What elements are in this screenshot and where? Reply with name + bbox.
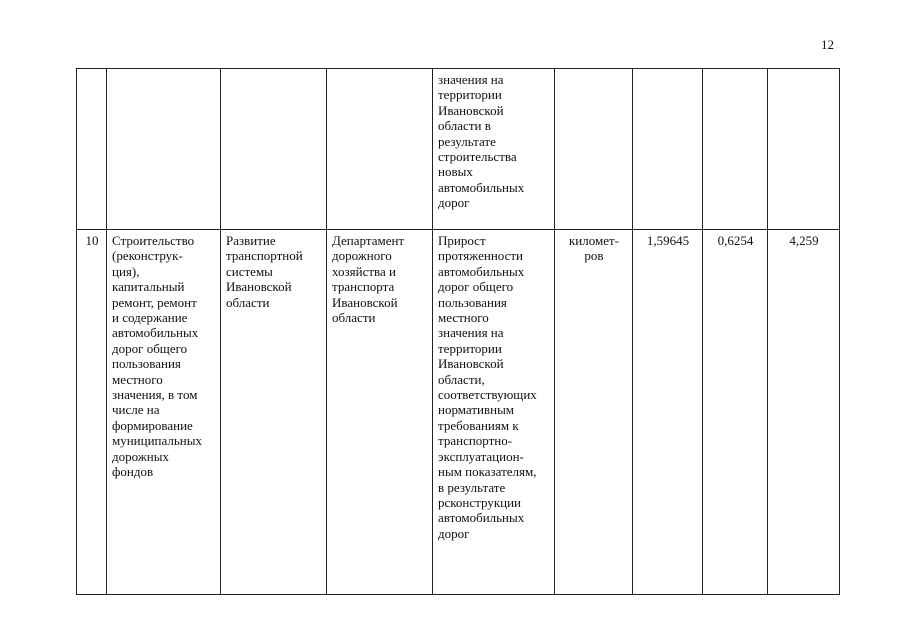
indicator-cell: значения на территории Ивановской области в результате строительства новых автомобильных дорог	[433, 69, 555, 230]
table-row	[77, 230, 840, 595]
value2-cell	[703, 69, 768, 230]
table-row	[77, 69, 840, 230]
value1-cell	[633, 69, 703, 230]
executor-cell	[327, 69, 433, 230]
value3-cell: 4,259	[768, 230, 840, 595]
page-number: 12	[821, 37, 834, 52]
indicator-cell: Прирост протяженности автомобильных дорог общего пользования местного значения на территории Ивановской области, соответствующих нормативным требованиям к транспортно- эксплуатацион- ным показателям, в результате рсконструкции автомобильных дорог	[433, 230, 555, 595]
event-cell: Строительство (реконструк- ция), капитальный ремонт, ремонт и содержание автомобильных дорог общего пользования местного значения, в том числе на формирование муниципальных дорожных фондов	[107, 230, 221, 595]
unit-cell	[555, 69, 633, 230]
value2-cell: 0,6254	[703, 230, 768, 595]
executor-cell: Департамент дорожного хозяйства и транспорта Ивановской области	[327, 230, 433, 595]
event-cell	[107, 69, 221, 230]
program-table	[76, 68, 840, 595]
program-cell	[221, 69, 327, 230]
program-cell: Развитие транспортной системы Ивановской области	[221, 230, 327, 595]
row-number-cell: 10	[77, 230, 107, 595]
value3-cell	[768, 69, 840, 230]
value1-cell: 1,59645	[633, 230, 703, 595]
row-number-cell	[77, 69, 107, 230]
unit-cell: километ- ров	[555, 230, 633, 595]
